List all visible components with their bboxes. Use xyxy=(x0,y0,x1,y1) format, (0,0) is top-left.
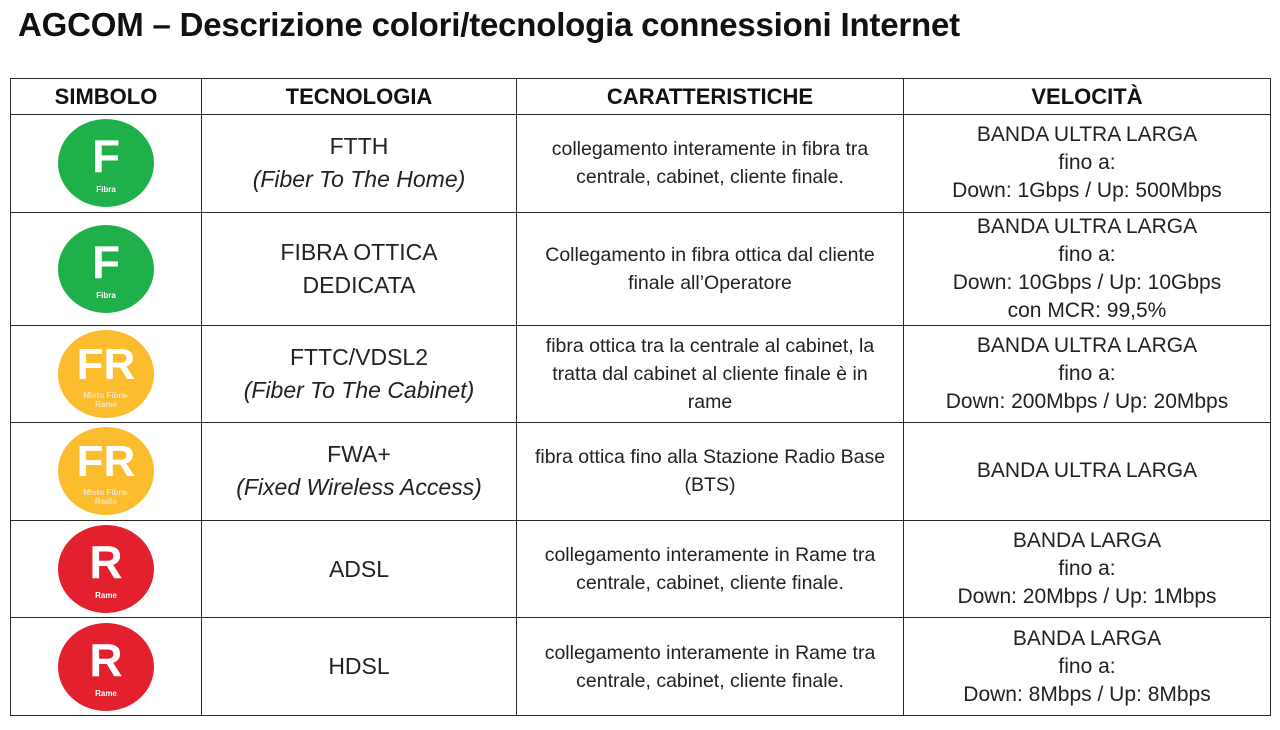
technology-cell xyxy=(202,423,517,521)
symbol-cell xyxy=(11,212,202,325)
speed-line: BANDA ULTRA LARGA xyxy=(976,123,1198,147)
badge-caption: Misto Fibra-Radio xyxy=(83,488,129,507)
green-badge-icon xyxy=(58,119,154,207)
speed-line: BANDA ULTRA LARGA xyxy=(976,333,1198,357)
characteristics-cell: fibra ottica fino alla Stazione Radio Base (BTS) xyxy=(517,423,904,521)
speed-line: Down: 200Mbps / Up: 20Mbps xyxy=(945,389,1229,413)
technology-fullname: (Fiber To The Cabinet) xyxy=(243,376,475,403)
badge-caption: Fibra xyxy=(96,185,116,195)
speed-cell xyxy=(904,520,1271,618)
green-badge-icon xyxy=(58,225,154,313)
speed-line: Down: 20Mbps / Up: 1Mbps xyxy=(957,585,1217,609)
speed-line: BANDA LARGA xyxy=(1012,529,1162,553)
speed-line: Down: 8Mbps / Up: 8Mbps xyxy=(963,682,1211,706)
badge-letter: R xyxy=(89,536,123,589)
characteristics-cell: Collegamento in fibra ottica dal cliente finale all’Operatore xyxy=(517,212,904,325)
technology-cell xyxy=(202,212,517,325)
technology-cell xyxy=(202,618,517,716)
symbol-cell xyxy=(11,325,202,423)
header-row xyxy=(11,79,1271,115)
speed-line: fino a: xyxy=(1058,557,1116,581)
symbol-cell xyxy=(11,115,202,213)
badge-caption: Rame xyxy=(95,688,117,698)
speed-line: fino a: xyxy=(1058,361,1116,385)
technology-name: FTTH xyxy=(329,133,389,160)
speed-cell xyxy=(904,115,1271,213)
badge-letter: FR xyxy=(76,339,136,389)
table-row xyxy=(11,423,1271,521)
characteristics-cell: fibra ottica tra la centrale al cabinet, la tratta dal cabinet al cliente finale è in rame xyxy=(517,325,904,423)
header-tecnologia: TECNOLOGIA xyxy=(202,79,517,115)
table-row xyxy=(11,212,1271,325)
table-row xyxy=(11,520,1271,618)
speed-cell xyxy=(904,212,1271,325)
characteristics-cell: collegamento interamente in Rame tra centrale, cabinet, cliente finale. xyxy=(517,520,904,618)
header-caratteristiche: CARATTERISTICHE xyxy=(517,79,904,115)
speed-cell xyxy=(904,423,1271,521)
speed-line: Down: 1Gbps / Up: 500Mbps xyxy=(952,179,1222,203)
characteristics-cell: collegamento interamente in fibra tra centrale, cabinet, cliente finale. xyxy=(517,115,904,213)
yellow-badge-icon xyxy=(58,427,154,515)
speed-line: BANDA ULTRA LARGA xyxy=(976,214,1198,238)
speed-cell xyxy=(904,325,1271,423)
badge-letter: F xyxy=(91,130,121,183)
symbol-cell xyxy=(11,423,202,521)
speed-line: Down: 10Gbps / Up: 10Gbps xyxy=(952,270,1222,294)
characteristics-cell: collegamento interamente in Rame tra centrale, cabinet, cliente finale. xyxy=(517,618,904,716)
technology-fullname: (Fiber To The Home) xyxy=(252,166,466,193)
speed-line: fino a: xyxy=(1058,151,1116,175)
header-simbolo: SIMBOLO xyxy=(11,79,202,115)
header-velocita: VELOCITÀ xyxy=(904,79,1271,115)
technology-cell xyxy=(202,115,517,213)
speed-line: con MCR: 99,5% xyxy=(1007,298,1167,322)
technology-fullname: (Fixed Wireless Access) xyxy=(236,474,482,501)
yellow-badge-icon xyxy=(58,330,154,418)
technology-name: FIBRA OTTICA DEDICATA xyxy=(280,238,438,298)
table-row xyxy=(11,325,1271,423)
page-title: AGCOM – Descrizione colori/tecnologia connessioni Internet xyxy=(18,6,960,43)
symbol-cell xyxy=(11,618,202,716)
technology-name: ADSL xyxy=(328,555,390,582)
speed-line: BANDA LARGA xyxy=(1012,626,1162,650)
badge-letter: R xyxy=(89,633,123,686)
badge-caption: Rame xyxy=(95,591,117,601)
technology-name: FTTC/VDSL2 xyxy=(289,343,429,370)
speed-line: fino a: xyxy=(1058,654,1116,678)
badge-letter: FR xyxy=(76,437,136,487)
connection-table xyxy=(10,78,1271,716)
speed-cell xyxy=(904,618,1271,716)
technology-cell xyxy=(202,520,517,618)
speed-line: BANDA ULTRA LARGA xyxy=(976,459,1198,483)
technology-name: HDSL xyxy=(328,653,390,680)
table-row xyxy=(11,115,1271,213)
technology-cell xyxy=(202,325,517,423)
table-row xyxy=(11,618,1271,716)
red-badge-icon xyxy=(58,623,154,711)
badge-caption: Misto Fibra-Rame xyxy=(83,390,129,409)
badge-caption: Fibra xyxy=(96,290,116,300)
technology-name: FWA+ xyxy=(327,441,391,468)
red-badge-icon xyxy=(58,525,154,613)
symbol-cell xyxy=(11,520,202,618)
badge-letter: F xyxy=(91,235,121,288)
speed-line: fino a: xyxy=(1058,242,1116,266)
